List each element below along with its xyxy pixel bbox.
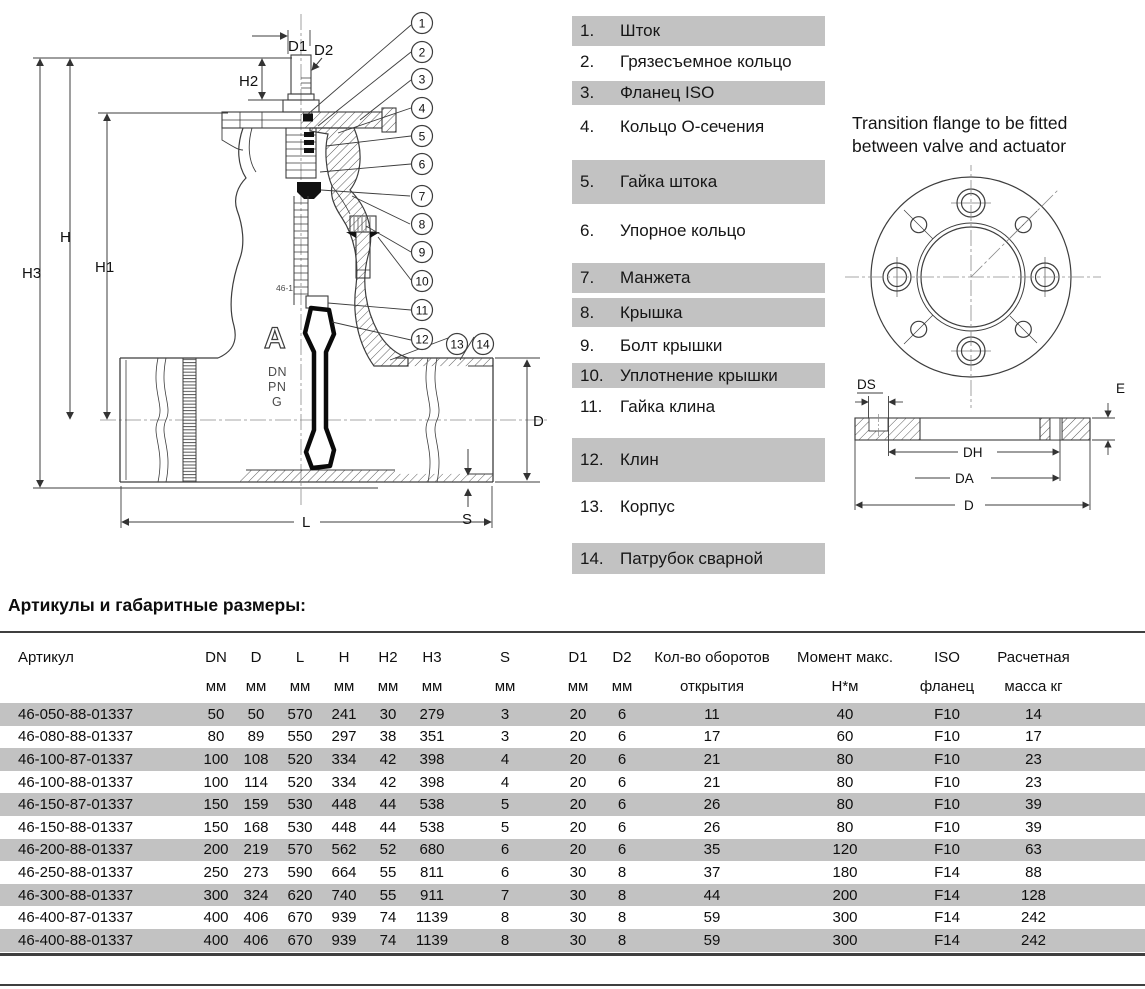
column-header: D1 <box>568 649 588 666</box>
part-label: Уплотнение крышки <box>620 365 778 385</box>
cell-h: 448 <box>331 796 357 814</box>
part-label: Грязесъемное кольцо <box>620 51 792 71</box>
part-label: Шток <box>620 21 661 40</box>
cell-torque: 60 <box>836 728 854 746</box>
cell-article: 46-400-88-01337 <box>18 931 134 949</box>
part-number: 4. <box>580 117 595 136</box>
cell-h3: 811 <box>420 863 444 881</box>
dim-label-d: D <box>533 413 544 430</box>
cell-turns: 59 <box>703 931 721 949</box>
column-unit: мм <box>245 678 267 695</box>
cell-s: 6 <box>500 841 510 859</box>
column-header: H3 <box>422 649 442 666</box>
cell-weight: 39 <box>1025 818 1042 836</box>
cell-article: 46-100-87-01337 <box>18 750 134 768</box>
callout-5: 5 <box>418 129 426 144</box>
cell-dn: 250 <box>203 863 229 881</box>
column-header: Кол-во оборотов <box>654 649 770 666</box>
cell-h3: 351 <box>419 728 445 746</box>
cell-dn: 100 <box>203 773 229 791</box>
part-item <box>572 263 825 293</box>
flange-note-line1: Transition flange to be fitted <box>852 113 1068 133</box>
column-header: ISO <box>934 649 960 666</box>
cell-l: 530 <box>287 796 313 814</box>
dim-label-s: S <box>462 511 473 528</box>
dim-label-da: DA <box>955 471 974 486</box>
cell-iso-flange: F10 <box>934 773 960 791</box>
cell-h2: 55 <box>379 863 397 881</box>
dim-label-h2: H2 <box>239 73 259 90</box>
valve-drawing <box>0 0 560 545</box>
cell-turns: 17 <box>703 728 721 746</box>
cell-d: 406 <box>243 909 269 927</box>
cell-article: 46-300-88-01337 <box>18 886 134 904</box>
parts-list <box>572 16 825 574</box>
cell-s: 7 <box>500 886 510 904</box>
part-label: Гайка клина <box>620 397 716 416</box>
column-unit: мм <box>333 678 355 695</box>
table-row <box>0 726 1145 749</box>
cell-d: 273 <box>243 863 269 881</box>
cell-article: 46-400-87-01337 <box>18 909 134 927</box>
cell-h3: 680 <box>419 841 445 859</box>
part-item <box>572 216 825 246</box>
cell-h3: 398 <box>419 750 445 768</box>
part-label: Манжета <box>620 268 691 287</box>
cell-d2: 6 <box>617 773 627 791</box>
cell-d: 89 <box>247 728 265 746</box>
valve-bonnet-stem <box>222 55 396 305</box>
column-header: Артикул <box>18 649 74 666</box>
cell-turns: 44 <box>703 886 721 904</box>
part-label: Корпус <box>620 497 675 516</box>
cell-turns: 21 <box>703 750 721 768</box>
cell-d: 50 <box>247 705 265 723</box>
cell-turns: 21 <box>703 773 721 791</box>
cell-iso-flange: F10 <box>934 818 960 836</box>
cell-iso-flange: F14 <box>934 886 960 904</box>
cell-d1: 30 <box>569 886 587 904</box>
cell-l: 570 <box>287 841 313 859</box>
flange-section-view <box>855 414 1090 440</box>
column-unit <box>0 676 198 703</box>
cell-d1: 20 <box>569 841 587 859</box>
cell-h3: 1139 <box>415 909 449 927</box>
cell-l: 670 <box>287 931 313 949</box>
column-header: H <box>338 649 350 666</box>
cell-s: 4 <box>500 750 510 768</box>
cell-l: 530 <box>287 818 313 836</box>
cell-iso-flange: F14 <box>934 931 960 949</box>
cell-h: 297 <box>331 728 357 746</box>
callout-9: 9 <box>418 245 426 260</box>
cell-h3: 398 <box>419 773 445 791</box>
cell-h: 334 <box>331 750 357 768</box>
cell-d: 114 <box>244 773 268 791</box>
part-number: 1. <box>580 21 595 40</box>
cell-iso-flange: F10 <box>934 705 960 723</box>
part-number: 6. <box>580 221 595 240</box>
table-row <box>0 861 1145 884</box>
table-row <box>0 929 1145 952</box>
cell-d: 108 <box>243 750 269 768</box>
cell-d: 406 <box>243 931 269 949</box>
cell-h: 664 <box>331 863 357 881</box>
part-number: 12. <box>580 450 604 469</box>
flange-centerlines <box>845 165 1101 408</box>
flange-note <box>852 112 1145 157</box>
cell-s: 6 <box>500 863 510 881</box>
cell-torque: 300 <box>832 931 858 949</box>
part-item <box>572 392 825 422</box>
part-number: 7. <box>580 268 595 287</box>
cell-turns: 35 <box>703 841 721 859</box>
cell-s: 3 <box>500 705 510 723</box>
cell-h2: 38 <box>379 728 397 746</box>
cell-article: 46-050-88-01337 <box>18 705 134 723</box>
table-row <box>0 771 1145 794</box>
cell-d: 159 <box>243 796 269 814</box>
cell-d2: 8 <box>617 931 627 949</box>
part-number: 10. <box>580 365 604 385</box>
column-unit: мм <box>289 678 311 695</box>
cell-h: 562 <box>331 841 357 859</box>
cell-h2: 42 <box>379 773 397 791</box>
column-unit: мм <box>421 678 443 695</box>
cell-d: 219 <box>243 841 269 859</box>
column-unit: Н*м <box>831 678 859 695</box>
callout-4: 4 <box>418 101 426 116</box>
dim-label-h: H <box>60 229 71 246</box>
callout-14: 14 <box>476 337 490 352</box>
table-row <box>0 703 1145 726</box>
cell-d1: 20 <box>569 773 587 791</box>
cell-weight: 63 <box>1025 841 1042 859</box>
cell-h2: 52 <box>379 841 397 859</box>
callout-12: 12 <box>415 332 429 347</box>
callout-7: 7 <box>418 189 426 204</box>
cell-iso-flange: F14 <box>934 863 960 881</box>
part-item <box>572 363 825 388</box>
table-row <box>0 884 1145 907</box>
callout-2: 2 <box>418 45 426 60</box>
cell-h2: 74 <box>379 909 397 927</box>
cell-d1: 20 <box>569 796 587 814</box>
callout-1: 1 <box>418 16 426 31</box>
cell-h: 448 <box>331 818 357 836</box>
column-unit: мм <box>494 678 516 695</box>
part-number: 8. <box>580 302 595 322</box>
cell-dn: 300 <box>203 886 229 904</box>
part-label: Болт крышки <box>620 335 723 355</box>
cell-h: 740 <box>331 886 357 904</box>
cell-turns: 26 <box>703 818 721 836</box>
cell-h: 334 <box>331 773 357 791</box>
table-title: Артикулы и габаритные размеры: <box>8 595 306 615</box>
cell-dn: 200 <box>203 841 229 859</box>
valve-wedge <box>305 296 334 468</box>
cell-article: 46-250-88-01337 <box>18 863 134 881</box>
cell-s: 8 <box>500 931 510 949</box>
part-item <box>572 543 825 574</box>
part-number: 3. <box>580 83 595 102</box>
dim-label-h3: H3 <box>22 265 42 282</box>
cell-l: 670 <box>287 909 313 927</box>
cell-d: 168 <box>243 818 269 836</box>
column-unit: масса кг <box>1004 678 1063 695</box>
cell-weight: 17 <box>1025 728 1042 746</box>
part-label: Фланец ISO <box>620 83 715 102</box>
cell-dn: 150 <box>203 818 229 836</box>
cell-torque: 80 <box>836 773 854 791</box>
column-unit: мм <box>205 678 227 695</box>
cell-torque: 200 <box>832 886 858 904</box>
page-bottom-rule <box>0 984 1145 986</box>
body-mark-dn: DN <box>268 365 288 379</box>
cell-d2: 8 <box>617 886 627 904</box>
column-header: D <box>250 649 262 666</box>
dim-label-l: L <box>302 514 311 531</box>
dim-label-dh: DH <box>963 445 983 460</box>
cell-iso-flange: F10 <box>934 841 960 859</box>
cell-s: 8 <box>500 909 510 927</box>
part-number: 14. <box>580 548 604 568</box>
cell-dn: 50 <box>207 705 225 723</box>
part-item <box>572 492 825 522</box>
cell-h: 939 <box>331 931 357 949</box>
part-label: Крышка <box>620 302 683 322</box>
cell-l: 520 <box>287 750 313 768</box>
part-label: Кольцо О-сечения <box>620 117 765 136</box>
part-label: Патрубок сварной <box>620 548 763 568</box>
dim-label-e: E <box>1116 381 1126 396</box>
flange-drawing <box>845 165 1145 515</box>
table-body <box>0 703 1145 952</box>
column-header: D2 <box>612 649 632 666</box>
flange-dimension-lines <box>855 393 1115 510</box>
column-header: H2 <box>378 649 398 666</box>
valve-dimension-lines <box>33 30 540 530</box>
cell-article: 46-150-87-01337 <box>18 796 134 814</box>
cell-turns: 11 <box>704 705 720 723</box>
cell-torque: 300 <box>832 909 858 927</box>
cell-iso-flange: F10 <box>934 796 960 814</box>
cell-weight: 242 <box>1020 931 1047 949</box>
cell-torque: 40 <box>836 705 854 723</box>
cell-l: 520 <box>287 773 313 791</box>
table-row <box>0 906 1145 929</box>
cell-h3: 1139 <box>415 931 449 949</box>
callout-8: 8 <box>418 217 426 232</box>
cell-h3: 911 <box>420 886 444 904</box>
part-label: Клин <box>620 450 659 469</box>
cell-h2: 74 <box>379 931 397 949</box>
part-item <box>572 438 825 482</box>
part-item <box>572 46 825 77</box>
cell-weight: 88 <box>1025 863 1042 881</box>
table-units-row <box>0 676 1145 703</box>
cell-d2: 6 <box>617 818 627 836</box>
cell-d1: 20 <box>569 818 587 836</box>
cell-dn: 150 <box>203 796 229 814</box>
cell-turns: 59 <box>703 909 721 927</box>
cell-h3: 538 <box>419 796 445 814</box>
cell-h2: 55 <box>379 886 397 904</box>
table-header-row <box>0 633 1145 676</box>
callout-11: 11 <box>415 303 429 318</box>
table-row <box>0 793 1145 816</box>
cell-dn: 400 <box>203 909 229 927</box>
cell-d2: 8 <box>617 909 627 927</box>
cell-iso-flange: F10 <box>934 750 960 768</box>
dimensions-table-wrap <box>0 633 1145 952</box>
cell-d1: 20 <box>569 728 587 746</box>
cell-weight: 23 <box>1025 750 1042 768</box>
part-number: 11. <box>580 397 603 416</box>
column-header: L <box>295 649 305 666</box>
valve-body-markings <box>264 283 293 409</box>
flange-note-line2: between valve and actuator <box>852 135 1067 156</box>
part-label: Гайка штока <box>620 172 718 191</box>
column-unit: открытия <box>680 678 744 695</box>
cell-iso-flange: F14 <box>934 909 960 927</box>
cell-h2: 42 <box>379 750 397 768</box>
part-item <box>572 160 825 204</box>
cell-weight: 39 <box>1025 796 1042 814</box>
part-number: 9. <box>580 335 595 355</box>
column-unit: фланец <box>919 678 975 695</box>
cell-d2: 6 <box>617 705 627 723</box>
part-item <box>572 16 825 46</box>
cell-weight: 14 <box>1025 705 1042 723</box>
table-row <box>0 839 1145 862</box>
cell-weight: 23 <box>1025 773 1042 791</box>
cell-turns: 26 <box>703 796 721 814</box>
cell-h3: 538 <box>419 818 445 836</box>
cell-s: 4 <box>500 773 510 791</box>
cell-l: 590 <box>287 863 313 881</box>
callout-6: 6 <box>418 157 426 172</box>
cell-d1: 30 <box>569 909 587 927</box>
cell-l: 620 <box>287 886 313 904</box>
cell-article: 46-200-88-01337 <box>18 841 134 859</box>
dim-label-h1: H1 <box>95 259 115 276</box>
column-unit: мм <box>567 678 589 695</box>
cell-torque: 80 <box>836 818 854 836</box>
callout-3: 3 <box>418 72 426 87</box>
cell-torque: 80 <box>836 750 854 768</box>
column-unit: мм <box>377 678 399 695</box>
cell-dn: 80 <box>207 728 225 746</box>
table-row <box>0 748 1145 771</box>
cell-dn: 400 <box>203 931 229 949</box>
table-row <box>0 816 1145 839</box>
cell-h2: 44 <box>379 796 397 814</box>
cell-torque: 180 <box>832 863 858 881</box>
brand-logo: А <box>264 322 286 355</box>
body-mark-g: G <box>272 395 282 409</box>
dim-label-d1: D1 <box>288 38 308 55</box>
cell-dn: 100 <box>203 750 229 768</box>
column-unit: мм <box>611 678 633 695</box>
part-number: 13. <box>580 497 604 516</box>
cell-d1: 30 <box>569 863 587 881</box>
callout-10: 10 <box>415 274 429 289</box>
cell-d1: 30 <box>569 931 587 949</box>
part-label: Упорное кольцо <box>620 221 746 240</box>
part-number: 5. <box>580 172 595 191</box>
cell-article: 46-080-88-01337 <box>18 728 134 746</box>
column-header: Расчетная <box>997 649 1070 666</box>
cell-weight: 128 <box>1020 886 1047 904</box>
cell-torque: 80 <box>836 796 854 814</box>
cell-d2: 6 <box>617 841 627 859</box>
column-header: S <box>499 649 510 666</box>
cell-s: 5 <box>500 796 510 814</box>
cell-article: 46-150-88-01337 <box>18 818 134 836</box>
part-item <box>572 112 825 142</box>
cell-d2: 8 <box>617 863 627 881</box>
part-item <box>572 81 825 105</box>
dim-label-d2: D2 <box>314 42 334 59</box>
cell-d2: 6 <box>617 728 627 746</box>
part-item <box>572 330 825 361</box>
table-bottom-rule <box>0 953 1145 956</box>
cell-d2: 6 <box>617 796 627 814</box>
column-header: DN <box>205 649 227 666</box>
cell-d: 324 <box>243 886 269 904</box>
cell-h2: 30 <box>379 705 397 723</box>
body-mark-pn: PN <box>268 380 287 394</box>
dim-label-d2v: D <box>964 498 974 513</box>
cell-torque: 120 <box>832 841 858 859</box>
column-header: Момент макс. <box>796 649 894 666</box>
cell-d1: 20 <box>569 705 587 723</box>
dim-label-ds: DS <box>857 377 876 392</box>
body-mark-code: 46-1 <box>275 283 293 293</box>
cell-d2: 6 <box>617 750 627 768</box>
cell-d1: 20 <box>569 750 587 768</box>
cell-turns: 37 <box>703 863 721 881</box>
part-number: 2. <box>580 51 595 71</box>
cell-h: 939 <box>331 909 357 927</box>
cell-s: 3 <box>500 728 510 746</box>
flange-dimension-labels <box>857 377 1125 513</box>
cell-h: 241 <box>331 705 357 723</box>
callout-13: 13 <box>450 337 464 352</box>
flange-face-view <box>845 165 1101 408</box>
cell-s: 5 <box>500 818 510 836</box>
cell-weight: 242 <box>1020 909 1047 927</box>
cell-article: 46-100-88-01337 <box>18 773 134 791</box>
cell-h2: 44 <box>379 818 397 836</box>
cell-l: 550 <box>287 728 313 746</box>
part-item <box>572 298 825 327</box>
cell-h3: 279 <box>419 705 445 723</box>
dimensions-table <box>0 633 1145 952</box>
table-header <box>0 633 1145 703</box>
cell-l: 570 <box>287 705 313 723</box>
cell-iso-flange: F10 <box>934 728 960 746</box>
